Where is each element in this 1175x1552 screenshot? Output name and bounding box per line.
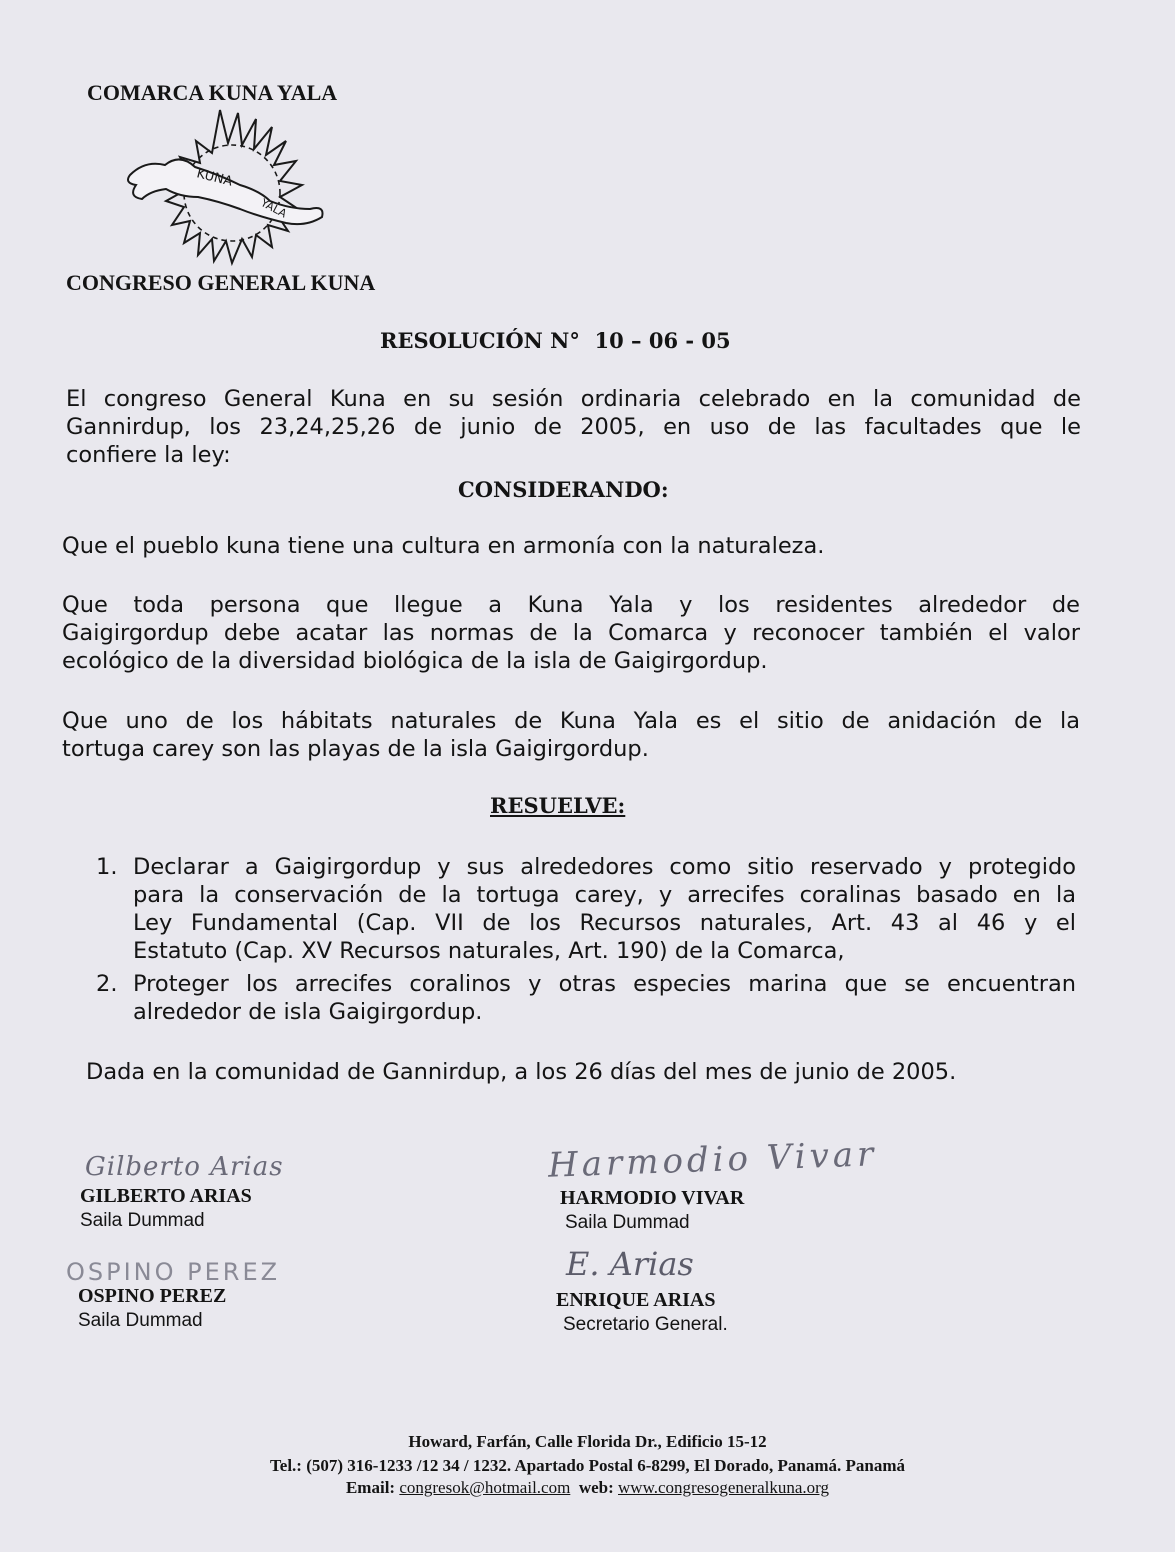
resuelve-heading: RESUELVE: bbox=[490, 793, 626, 818]
logo-text-yala: YALA bbox=[258, 196, 289, 221]
signature-ospino: OSPINO PEREZ bbox=[66, 1258, 281, 1286]
footer-phone: Tel.: (507) 316-1233 /12 34 / 1232. Apartado Postal 6-8299, El Dorado, Panamá. Panamá bbox=[270, 1456, 905, 1475]
paragraph-line: Que toda persona que llegue a Kuna Yala y los residentes alrededor de bbox=[62, 592, 1080, 618]
intro-line: El congreso General Kuna en su sesión ordinaria celebrado en la comunidad de bbox=[66, 386, 1081, 412]
item-line: Declarar a Gaigirgordup y sus alrededores como sitio reservado y protegido bbox=[133, 854, 1076, 880]
web-link[interactable]: www.congresogeneralkuna.org bbox=[618, 1478, 830, 1497]
signature-gilberto: Gilberto Arias bbox=[85, 1152, 284, 1182]
org-name-top: COMARCA KUNA YALA bbox=[87, 80, 338, 105]
intro-line: confiere la ley: bbox=[66, 442, 231, 468]
item-line: para la conservación de la tortuga carey, y arrecifes coralinas basado en la bbox=[133, 882, 1076, 908]
paragraph-line: tortuga carey son las playas de la isla Gaigirgordup. bbox=[62, 736, 649, 762]
kuna-yala-logo bbox=[110, 105, 335, 285]
resolution-label: RESOLUCIÓN N° bbox=[380, 328, 580, 353]
closing-statement: Dada en la comunidad de Gannirdup, a los 26 días del mes de junio de 2005. bbox=[86, 1059, 957, 1085]
resolve-item-2-number: 2. bbox=[96, 971, 118, 997]
paragraph-line: Que uno de los hábitats naturales de Kuna Yala es el sitio de anidación de la bbox=[62, 708, 1080, 734]
logo-text-kuna: KUNA bbox=[195, 166, 234, 190]
signer-role-enrique: Secretario General. bbox=[563, 1314, 728, 1335]
considerando-paragraph-2 bbox=[62, 591, 1080, 675]
org-name-bottom: CONGRESO GENERAL KUNA bbox=[66, 270, 376, 295]
paragraph-line: ecológico de la diversidad biológica de la isla de Gaigirgordup. bbox=[62, 648, 768, 674]
resolution-title bbox=[380, 328, 731, 353]
considerando-heading: CONSIDERANDO: bbox=[458, 477, 669, 502]
item-line: alrededor de isla Gaigirgordup. bbox=[133, 999, 483, 1025]
signer-name-harmodio: HARMODIO VIVAR bbox=[560, 1187, 745, 1209]
intro-paragraph bbox=[66, 385, 1081, 469]
web-label: web: bbox=[578, 1478, 614, 1497]
footer-address: Howard, Farfán, Calle Florida Dr., Edificio 15-12 bbox=[408, 1432, 767, 1451]
paragraph-line: Que el pueblo kuna tiene una cultura en armonía con la naturaleza. bbox=[62, 533, 825, 559]
signature-harmodio: Harmodio Vivar bbox=[547, 1134, 878, 1186]
email-label: Email: bbox=[345, 1478, 396, 1497]
resolve-item-1 bbox=[133, 853, 1076, 965]
resolve-item-1-number: 1. bbox=[96, 854, 118, 880]
signer-role-harmodio: Saila Dummad bbox=[565, 1212, 690, 1233]
signer-name-gilberto: GILBERTO ARIAS bbox=[80, 1185, 252, 1207]
paragraph-line: Gaigirgordup debe acatar las normas de la Comarca y reconocer también el valor bbox=[62, 620, 1080, 646]
footer-contact bbox=[0, 1478, 1175, 1498]
resolve-item-2 bbox=[133, 970, 1076, 1026]
signer-role-ospino: Saila Dummad bbox=[78, 1310, 203, 1331]
signer-name-ospino: OSPINO PEREZ bbox=[78, 1285, 227, 1307]
resolution-number: 10 – 06 - 05 bbox=[594, 328, 731, 353]
considerando-paragraph-3 bbox=[62, 707, 1080, 763]
signer-role-gilberto: Saila Dummad bbox=[80, 1210, 205, 1231]
email-link[interactable]: congresok@hotmail.com bbox=[399, 1478, 571, 1497]
item-line: Ley Fundamental (Cap. VII de los Recursos naturales, Art. 43 al 46 y el bbox=[133, 910, 1076, 936]
item-line: Estatuto (Cap. XV Recursos naturales, Art. 190) de la Comarca, bbox=[133, 938, 845, 964]
signer-name-enrique: ENRIQUE ARIAS bbox=[556, 1289, 716, 1311]
intro-line: Gannirdup, los 23,24,25,26 de junio de 2005, en uso de las facultades que le bbox=[66, 414, 1081, 440]
signature-enrique: E. Arias bbox=[566, 1245, 694, 1283]
considerando-paragraph-1 bbox=[62, 532, 1077, 560]
item-line: Proteger los arrecifes coralinos y otras especies marina que se encuentran bbox=[133, 971, 1076, 997]
